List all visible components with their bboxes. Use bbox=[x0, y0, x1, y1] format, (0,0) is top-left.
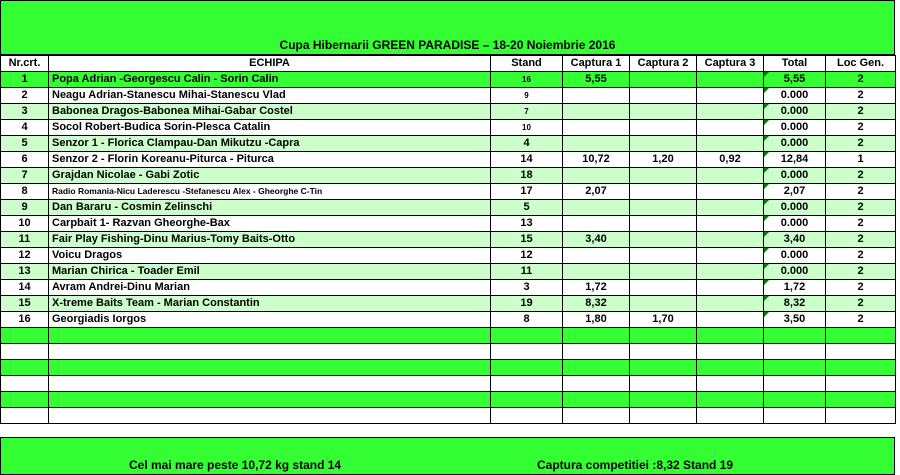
cell-team[interactable]: Grajdan Nicolae - Gabi Zotic bbox=[49, 168, 491, 184]
header-loc[interactable]: Loc Gen. bbox=[826, 56, 896, 72]
table-row bbox=[1, 184, 896, 200]
cell-c1[interactable] bbox=[563, 216, 630, 232]
cell-c2[interactable]: 1,20 bbox=[630, 152, 697, 168]
cell-team[interactable]: Voicu Dragos bbox=[49, 248, 491, 264]
empty-cell[interactable] bbox=[563, 344, 630, 360]
empty-cell[interactable] bbox=[563, 328, 630, 344]
empty-row bbox=[1, 408, 896, 424]
cell-total[interactable]: 2,07 bbox=[764, 184, 826, 200]
cell-total[interactable]: 0.000 bbox=[764, 248, 826, 264]
empty-cell[interactable] bbox=[826, 408, 896, 424]
table-row bbox=[1, 200, 896, 216]
cell-c2[interactable] bbox=[630, 104, 697, 120]
cell-c2[interactable] bbox=[630, 248, 697, 264]
cell-nr[interactable]: 16 bbox=[1, 312, 49, 328]
cell-nr[interactable]: 3 bbox=[1, 104, 49, 120]
cell-nr[interactable]: 6 bbox=[1, 152, 49, 168]
empty-row bbox=[1, 376, 896, 392]
empty-cell[interactable] bbox=[764, 328, 826, 344]
cell-total[interactable]: 3,50 bbox=[764, 312, 826, 328]
header-stand[interactable]: Stand bbox=[491, 56, 563, 72]
cell-total[interactable]: 0.000 bbox=[764, 168, 826, 184]
table-row bbox=[1, 72, 896, 88]
cell-loc[interactable]: 2 bbox=[826, 104, 896, 120]
empty-cell[interactable] bbox=[49, 360, 491, 376]
empty-cell[interactable] bbox=[1, 408, 49, 424]
cell-loc[interactable]: 2 bbox=[826, 216, 896, 232]
cell-c1[interactable]: 3,40 bbox=[563, 232, 630, 248]
cell-loc[interactable]: 2 bbox=[826, 136, 896, 152]
cell-loc[interactable]: 2 bbox=[826, 200, 896, 216]
table-row bbox=[1, 296, 896, 312]
cell-nr[interactable]: 4 bbox=[1, 120, 49, 136]
cell-total[interactable]: 0.000 bbox=[764, 216, 826, 232]
cell-team[interactable]: Popa Adrian -Georgescu Calin - Sorin Calin bbox=[49, 72, 491, 88]
cell-c1[interactable]: 5,55 bbox=[563, 72, 630, 88]
cell-c2[interactable] bbox=[630, 136, 697, 152]
cell-c1[interactable] bbox=[563, 136, 630, 152]
empty-cell[interactable] bbox=[491, 408, 563, 424]
cell-c1[interactable]: 10,72 bbox=[563, 152, 630, 168]
empty-cell[interactable] bbox=[764, 360, 826, 376]
cell-nr[interactable]: 11 bbox=[1, 232, 49, 248]
cell-c2[interactable] bbox=[630, 168, 697, 184]
cell-nr[interactable]: 14 bbox=[1, 280, 49, 296]
cell-c2[interactable] bbox=[630, 296, 697, 312]
empty-cell[interactable] bbox=[826, 392, 896, 408]
empty-cell[interactable] bbox=[1, 392, 49, 408]
empty-cell[interactable] bbox=[764, 344, 826, 360]
empty-cell[interactable] bbox=[49, 392, 491, 408]
cell-c3[interactable] bbox=[697, 168, 764, 184]
cell-stand[interactable]: 14 bbox=[491, 152, 563, 168]
cell-c3[interactable] bbox=[697, 312, 764, 328]
cell-c3[interactable]: 0,92 bbox=[697, 152, 764, 168]
cell-loc[interactable]: 2 bbox=[826, 296, 896, 312]
cell-stand[interactable]: 11 bbox=[491, 264, 563, 280]
cell-total[interactable]: 3,40 bbox=[764, 232, 826, 248]
empty-cell[interactable] bbox=[697, 392, 764, 408]
empty-cell[interactable] bbox=[1, 328, 49, 344]
cell-nr[interactable]: 1 bbox=[1, 72, 49, 88]
empty-cell[interactable] bbox=[563, 376, 630, 392]
cell-c1[interactable] bbox=[563, 104, 630, 120]
cell-c3[interactable] bbox=[697, 136, 764, 152]
header-row bbox=[1, 56, 896, 72]
cell-c1[interactable]: 8,32 bbox=[563, 296, 630, 312]
cell-team[interactable]: Senzor 2 - Florin Koreanu-Piturca - Piturca bbox=[49, 152, 491, 168]
cell-stand[interactable]: 10 bbox=[491, 120, 563, 136]
cell-team[interactable]: Georgiadis Iorgos bbox=[49, 312, 491, 328]
empty-cell[interactable] bbox=[697, 328, 764, 344]
empty-cell[interactable] bbox=[630, 376, 697, 392]
cell-stand[interactable]: 13 bbox=[491, 216, 563, 232]
cell-nr[interactable]: 5 bbox=[1, 136, 49, 152]
table-row bbox=[1, 168, 896, 184]
cell-team[interactable]: Fair Play Fishing-Dinu Marius-Tomy Baits-Otto bbox=[49, 232, 491, 248]
cell-nr[interactable]: 10 bbox=[1, 216, 49, 232]
table-row bbox=[1, 88, 896, 104]
empty-cell[interactable] bbox=[697, 360, 764, 376]
cell-total[interactable]: 1,72 bbox=[764, 280, 826, 296]
cell-team[interactable]: Carpbait 1- Razvan Gheorghe-Bax bbox=[49, 216, 491, 232]
empty-cell[interactable] bbox=[697, 408, 764, 424]
empty-cell[interactable] bbox=[764, 392, 826, 408]
table-row bbox=[1, 248, 896, 264]
empty-cell[interactable] bbox=[49, 408, 491, 424]
cell-c3[interactable] bbox=[697, 216, 764, 232]
table-row bbox=[1, 104, 896, 120]
cell-nr[interactable]: 15 bbox=[1, 296, 49, 312]
cell-stand[interactable]: 15 bbox=[491, 232, 563, 248]
table-row bbox=[1, 216, 896, 232]
empty-cell[interactable] bbox=[764, 376, 826, 392]
cell-loc[interactable]: 2 bbox=[826, 120, 896, 136]
header-captura-2[interactable]: Captura 2 bbox=[630, 56, 697, 72]
cell-nr[interactable]: 7 bbox=[1, 168, 49, 184]
table-row bbox=[1, 280, 896, 296]
cell-c1[interactable] bbox=[563, 264, 630, 280]
cell-c1[interactable]: 1,80 bbox=[563, 312, 630, 328]
empty-cell[interactable] bbox=[826, 344, 896, 360]
footer-row[interactable] bbox=[0, 437, 895, 475]
table-row bbox=[1, 232, 896, 248]
cell-c3[interactable] bbox=[697, 280, 764, 296]
cell-stand[interactable]: 16 bbox=[491, 72, 563, 88]
biggest-fish-text: Cel mai mare peste 10,72 kg stand 14 bbox=[129, 458, 342, 472]
cell-team[interactable]: Neagu Adrian-Stanescu Mihai-Stanescu Vlad bbox=[49, 88, 491, 104]
cell-c2[interactable] bbox=[630, 184, 697, 200]
cell-team[interactable]: X-treme Baits Team - Marian Constantin bbox=[49, 296, 491, 312]
cell-loc[interactable]: 2 bbox=[826, 248, 896, 264]
cell-team[interactable]: Babonea Dragos-Babonea Mihai-Gabar Costel bbox=[49, 104, 491, 120]
empty-cell[interactable] bbox=[563, 408, 630, 424]
cell-total[interactable]: 0.000 bbox=[764, 136, 826, 152]
header-total[interactable]: Total bbox=[764, 56, 826, 72]
empty-cell[interactable] bbox=[491, 392, 563, 408]
cell-nr[interactable]: 8 bbox=[1, 184, 49, 200]
cell-total[interactable]: 0.000 bbox=[764, 200, 826, 216]
table-row bbox=[1, 152, 896, 168]
empty-cell[interactable] bbox=[630, 408, 697, 424]
cell-c2[interactable] bbox=[630, 232, 697, 248]
cell-nr[interactable]: 2 bbox=[1, 88, 49, 104]
cell-c2[interactable]: 1,70 bbox=[630, 312, 697, 328]
empty-cell[interactable] bbox=[630, 344, 697, 360]
cell-c2[interactable] bbox=[630, 216, 697, 232]
cell-nr[interactable]: 13 bbox=[1, 264, 49, 280]
cell-nr[interactable]: 12 bbox=[1, 248, 49, 264]
empty-cell[interactable] bbox=[491, 328, 563, 344]
competition-capture-text: Captura competitiei :8,32 Stand 19 bbox=[537, 458, 734, 472]
empty-cell[interactable] bbox=[764, 408, 826, 424]
empty-cell[interactable] bbox=[491, 360, 563, 376]
cell-c3[interactable] bbox=[697, 264, 764, 280]
cell-total[interactable]: 12,84 bbox=[764, 152, 826, 168]
cell-c2[interactable] bbox=[630, 72, 697, 88]
header-nr[interactable]: Nr.crt. bbox=[1, 56, 49, 72]
cell-loc[interactable]: 2 bbox=[826, 184, 896, 200]
cell-c3[interactable] bbox=[697, 184, 764, 200]
empty-cell[interactable] bbox=[563, 360, 630, 376]
empty-cell[interactable] bbox=[1, 344, 49, 360]
cell-c1[interactable]: 1,72 bbox=[563, 280, 630, 296]
title-cell[interactable] bbox=[0, 0, 895, 55]
cell-stand[interactable]: 7 bbox=[491, 104, 563, 120]
empty-cell[interactable] bbox=[1, 376, 49, 392]
cell-c3[interactable] bbox=[697, 104, 764, 120]
cell-stand[interactable]: 18 bbox=[491, 168, 563, 184]
empty-cell[interactable] bbox=[49, 344, 491, 360]
cell-total[interactable]: 0.000 bbox=[764, 88, 826, 104]
cell-c3[interactable] bbox=[697, 120, 764, 136]
table-row bbox=[1, 312, 896, 328]
cell-c1[interactable]: 2,07 bbox=[563, 184, 630, 200]
empty-row bbox=[1, 328, 896, 344]
cell-c3[interactable] bbox=[697, 200, 764, 216]
cell-total[interactable]: 0.000 bbox=[764, 104, 826, 120]
empty-cell[interactable] bbox=[491, 376, 563, 392]
empty-cell[interactable] bbox=[630, 392, 697, 408]
cell-c1[interactable] bbox=[563, 248, 630, 264]
header-team[interactable]: ECHIPA bbox=[49, 56, 491, 72]
cell-c1[interactable] bbox=[563, 168, 630, 184]
empty-cell[interactable] bbox=[697, 376, 764, 392]
cell-loc[interactable]: 2 bbox=[826, 72, 896, 88]
cell-c1[interactable] bbox=[563, 120, 630, 136]
cell-c2[interactable] bbox=[630, 120, 697, 136]
cell-stand[interactable]: 8 bbox=[491, 312, 563, 328]
cell-loc[interactable]: 2 bbox=[826, 280, 896, 296]
cell-c1[interactable] bbox=[563, 88, 630, 104]
empty-cell[interactable] bbox=[49, 376, 491, 392]
empty-cell[interactable] bbox=[630, 360, 697, 376]
cell-stand[interactable]: 3 bbox=[491, 280, 563, 296]
cell-c3[interactable] bbox=[697, 296, 764, 312]
empty-cell[interactable] bbox=[1, 360, 49, 376]
cell-c2[interactable] bbox=[630, 200, 697, 216]
cell-stand[interactable]: 19 bbox=[491, 296, 563, 312]
empty-cell[interactable] bbox=[491, 344, 563, 360]
empty-cell[interactable] bbox=[630, 328, 697, 344]
cell-total[interactable]: 8,32 bbox=[764, 296, 826, 312]
cell-stand[interactable]: 4 bbox=[491, 136, 563, 152]
cell-stand[interactable]: 17 bbox=[491, 184, 563, 200]
table-row bbox=[1, 120, 896, 136]
empty-cell[interactable] bbox=[826, 360, 896, 376]
cell-loc[interactable]: 2 bbox=[826, 88, 896, 104]
cell-c2[interactable] bbox=[630, 280, 697, 296]
table-body bbox=[1, 72, 896, 424]
table-row bbox=[1, 264, 896, 280]
empty-cell[interactable] bbox=[697, 344, 764, 360]
cell-loc[interactable]: 2 bbox=[826, 232, 896, 248]
cell-team[interactable]: Dan Bararu - Cosmin Zelinschi bbox=[49, 200, 491, 216]
empty-row bbox=[1, 392, 896, 408]
cell-c1[interactable] bbox=[563, 200, 630, 216]
cell-stand[interactable]: 5 bbox=[491, 200, 563, 216]
results-table bbox=[0, 55, 896, 424]
cell-stand[interactable]: 9 bbox=[491, 88, 563, 104]
empty-row bbox=[1, 360, 896, 376]
empty-row bbox=[1, 344, 896, 360]
cell-stand[interactable]: 12 bbox=[491, 248, 563, 264]
cell-team[interactable]: Socol Robert-Budica Sorin-Plesca Catalin bbox=[49, 120, 491, 136]
empty-cell[interactable] bbox=[826, 376, 896, 392]
cell-team[interactable]: Senzor 1 - Florica Clampau-Dan Mikutzu -Capra bbox=[49, 136, 491, 152]
cell-c3[interactable] bbox=[697, 232, 764, 248]
cell-c3[interactable] bbox=[697, 72, 764, 88]
cell-loc[interactable]: 1 bbox=[826, 152, 896, 168]
table-row bbox=[1, 136, 896, 152]
cell-c3[interactable] bbox=[697, 248, 764, 264]
cell-c2[interactable] bbox=[630, 88, 697, 104]
cell-loc[interactable]: 2 bbox=[826, 168, 896, 184]
cell-team[interactable]: Marian Chirica - Toader Emil bbox=[49, 264, 491, 280]
cell-nr[interactable]: 9 bbox=[1, 200, 49, 216]
header-captura-3[interactable]: Captura 3 bbox=[697, 56, 764, 72]
cell-c3[interactable] bbox=[697, 88, 764, 104]
cell-loc[interactable]: 2 bbox=[826, 264, 896, 280]
cell-total[interactable]: 0.000 bbox=[764, 120, 826, 136]
cell-total[interactable]: 5,55 bbox=[764, 72, 826, 88]
page-title: Cupa Hibernarii GREEN PARADISE – 18-20 Noiembrie 2016 bbox=[279, 38, 616, 52]
cell-loc[interactable]: 2 bbox=[826, 312, 896, 328]
empty-cell[interactable] bbox=[563, 392, 630, 408]
empty-cell[interactable] bbox=[49, 328, 491, 344]
cell-c2[interactable] bbox=[630, 264, 697, 280]
header-captura-1[interactable]: Captura 1 bbox=[563, 56, 630, 72]
cell-team[interactable]: Radio Romania-Nicu Laderescu -Stefanescu Alex - Gheorghe C-Tin bbox=[49, 184, 491, 200]
cell-total[interactable]: 0.000 bbox=[764, 264, 826, 280]
empty-cell[interactable] bbox=[826, 328, 896, 344]
cell-team[interactable]: Avram Andrei-Dinu Marian bbox=[49, 280, 491, 296]
